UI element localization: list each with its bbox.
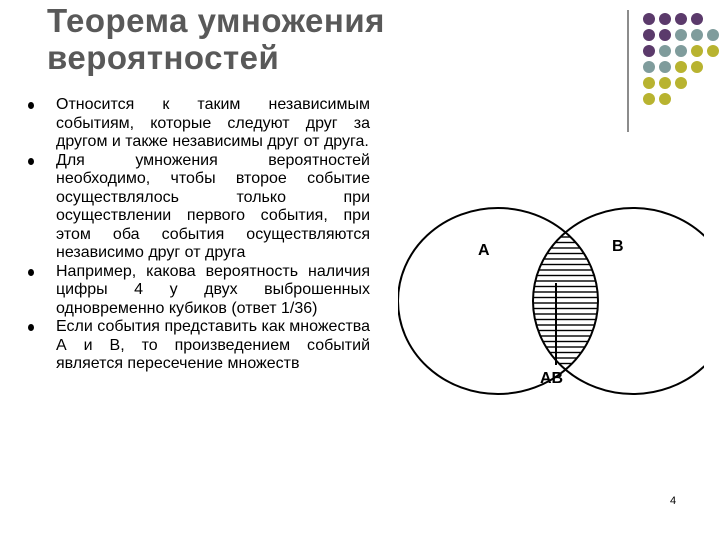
venn-label-ab: AB — [540, 370, 564, 387]
bullet-text: Для умножения вероятностей необходимо, чтобы второе событие осуществлялось только при осуществлении первого события, при этом оба события осуществляются независимо друг от друга — [56, 151, 370, 261]
bullet-item — [22, 263, 370, 319]
venn-label-b: B — [612, 238, 624, 255]
decor-dot — [675, 13, 687, 25]
decor-dot — [691, 45, 703, 57]
decor-dot — [643, 29, 655, 41]
decor-dot — [675, 77, 687, 89]
decor-dot — [643, 77, 655, 89]
bullet-text: Если события представить как множества А и В, то произведением событий является пересечение множеств — [56, 318, 370, 372]
bullet-dot-icon — [28, 102, 34, 109]
bullet-dot-icon — [28, 269, 34, 276]
decor-dot — [707, 29, 719, 41]
bullet-text: Относится к таким независимым событиям, которые следуют друг за другом и также независимы друг от друга. — [56, 96, 370, 150]
decor-dot — [643, 13, 655, 25]
bullet-dot-icon — [28, 324, 34, 331]
decor-dot — [659, 45, 671, 57]
decor-dot — [675, 45, 687, 57]
slide-title-line-2: вероятностей — [47, 39, 280, 76]
bullet-item — [22, 318, 370, 374]
decor-dot — [659, 13, 671, 25]
bullet-dot-icon — [28, 158, 34, 165]
decor-dot — [675, 61, 687, 73]
bullet-item — [22, 152, 370, 263]
decor-dot — [691, 61, 703, 73]
decor-dot — [659, 29, 671, 41]
slide-title-line-1: Теорема умножения — [47, 2, 385, 39]
page-number: 4 — [670, 495, 677, 507]
venn-diagram — [398, 185, 704, 395]
decor-dot — [675, 29, 687, 41]
decorative-divider — [627, 10, 629, 132]
bullet-text: Например, какова вероятность наличия цифры 4 у двух выброшенных одновременно кубиков (ответ 1/36) — [56, 262, 370, 317]
decor-dot — [707, 45, 719, 57]
decor-dot — [659, 77, 671, 89]
decor-dot — [643, 61, 655, 73]
decor-dot — [659, 61, 671, 73]
venn-label-a: A — [478, 242, 490, 259]
decor-dot — [659, 93, 671, 105]
decor-dot — [643, 45, 655, 57]
bullet-list — [22, 96, 370, 374]
bullet-item — [22, 96, 370, 152]
decor-dot — [691, 13, 703, 25]
decor-dot — [643, 93, 655, 105]
decor-dot — [691, 29, 703, 41]
